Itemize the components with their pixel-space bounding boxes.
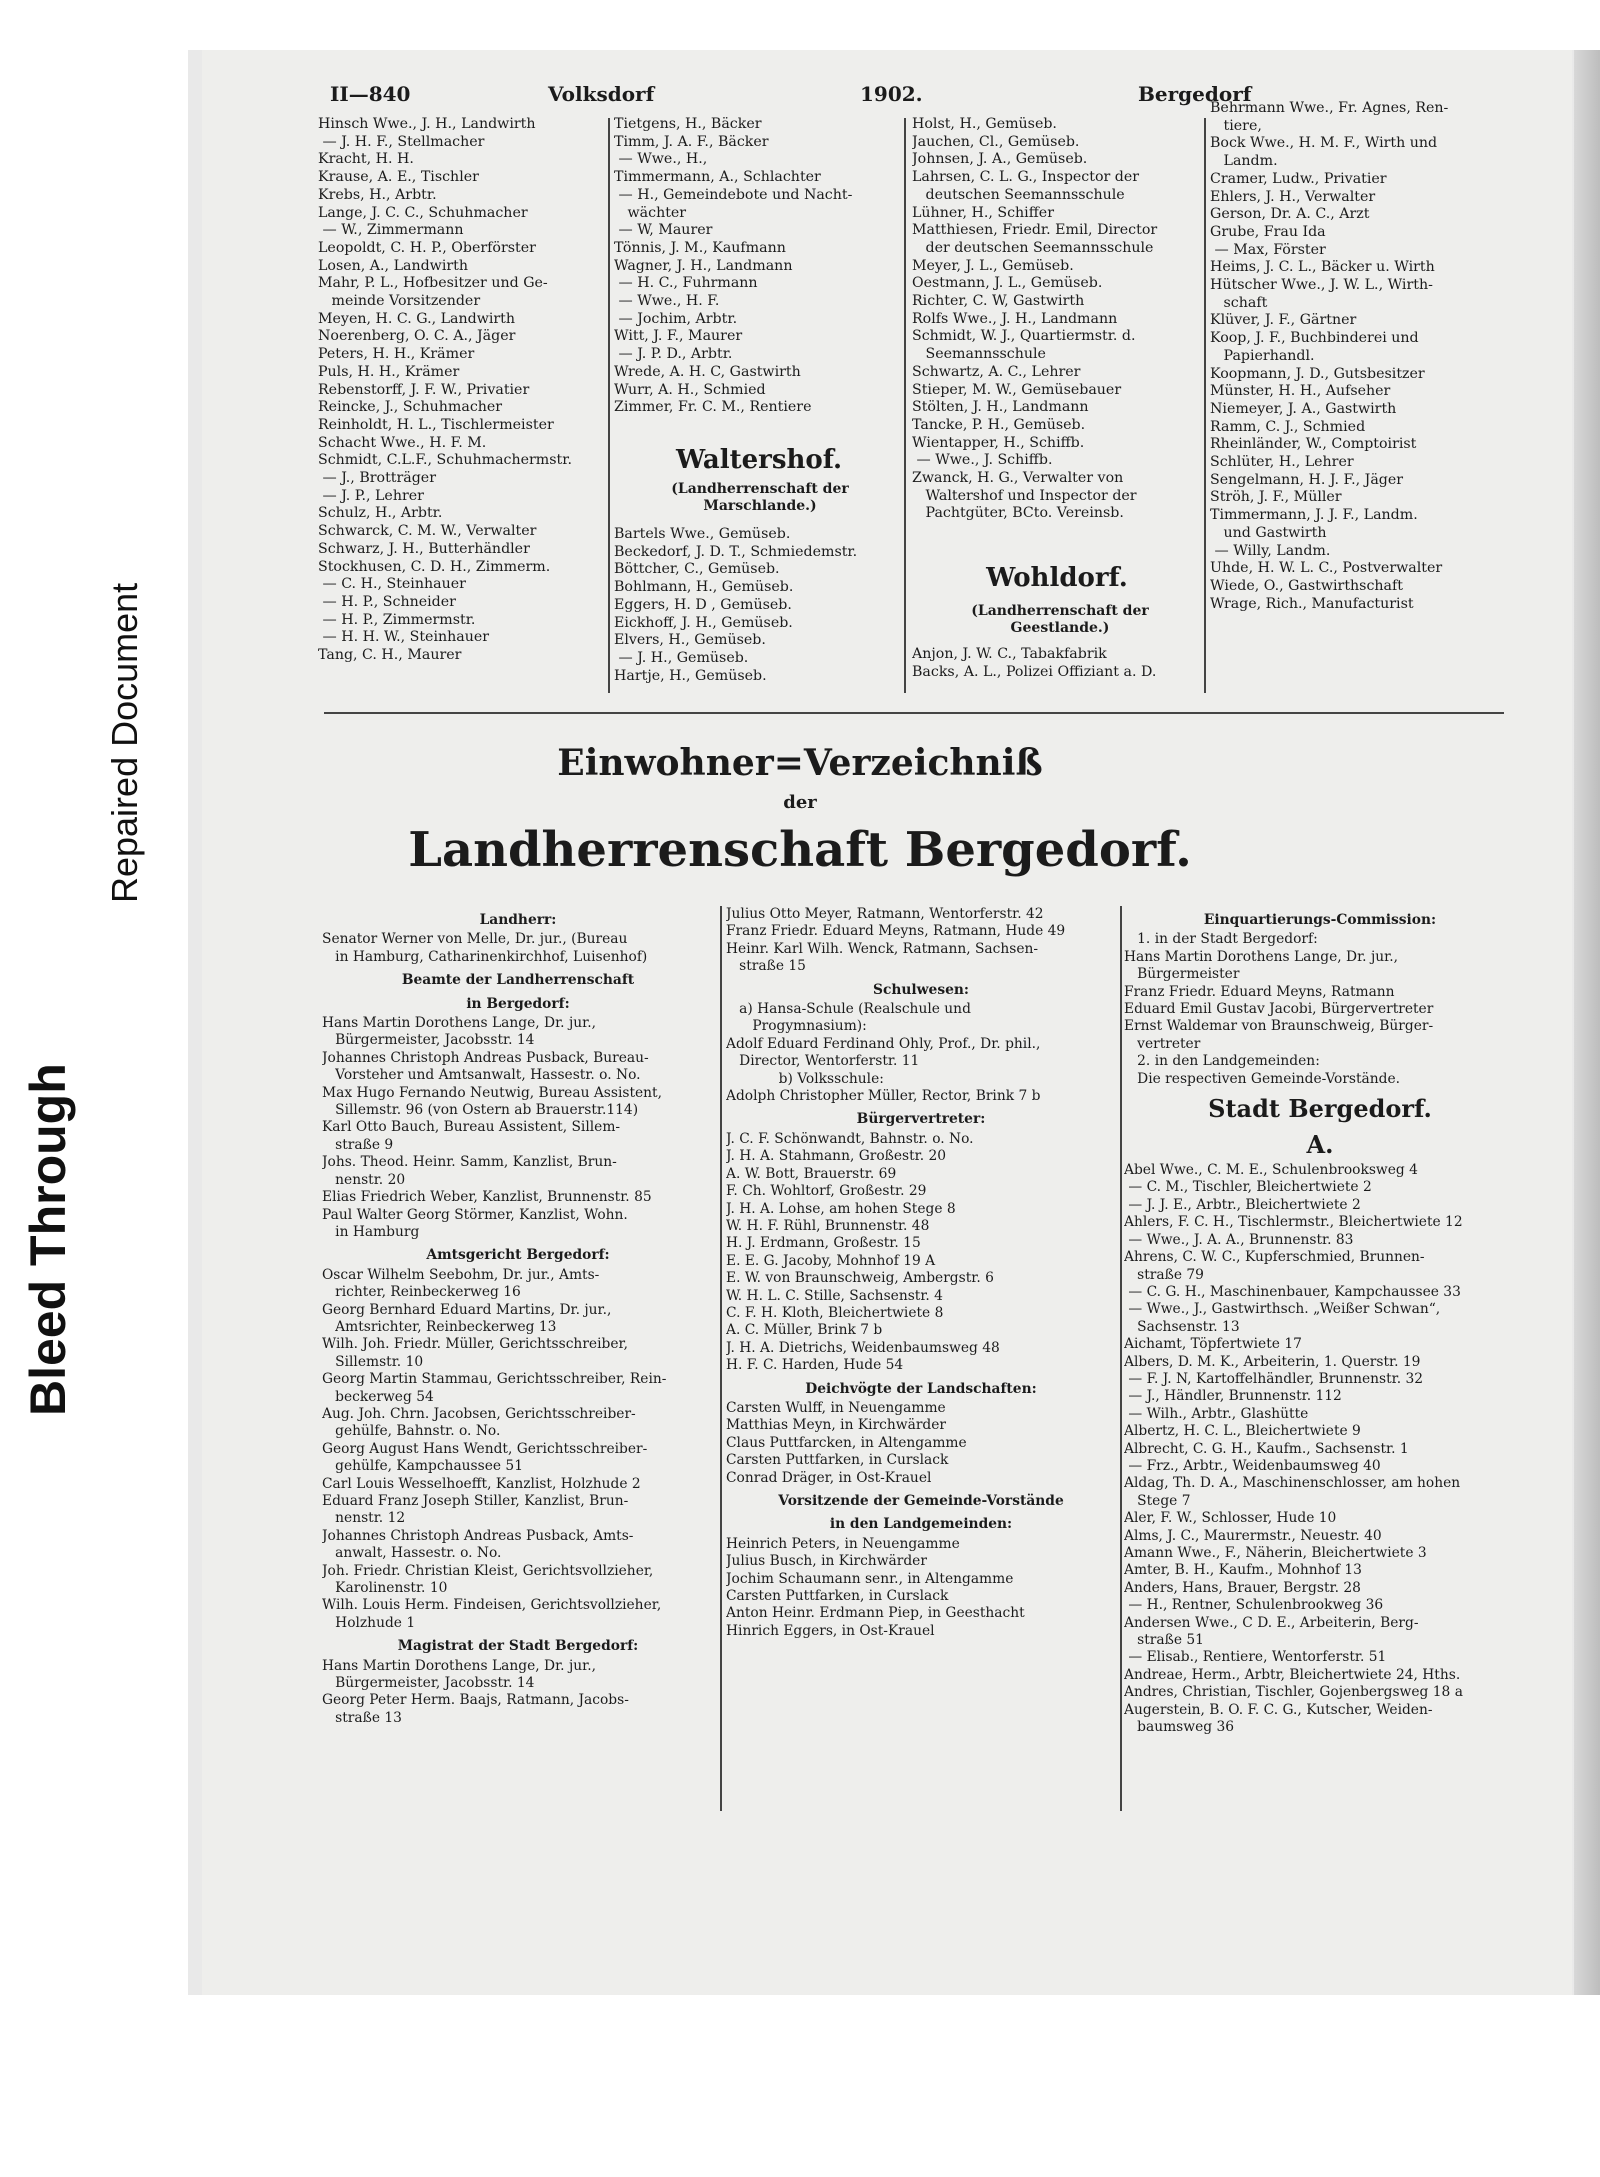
directory-entry: Andres, Christian, Tischler, Gojenbergsweg 18 a bbox=[1124, 1684, 1463, 1701]
directory-entry: — Jochim, Arbtr. bbox=[614, 310, 738, 327]
directory-entry: Meyen, H. C. G., Landwirth bbox=[318, 310, 516, 327]
directory-entry: Kracht, H. H. bbox=[318, 151, 414, 168]
section-heading: Vorsitzende der Gemeinde-Vorstände bbox=[778, 1493, 1064, 1509]
directory-entry: Pachtgüter, BCto. Vereinsb. bbox=[912, 505, 1124, 522]
directory-entry: Klüver, J. F., Gärtner bbox=[1210, 312, 1357, 329]
directory-entry: Wrede, A. H. C, Gastwirth bbox=[614, 363, 801, 380]
directory-entry: Amtsrichter, Reinbeckerweg 13 bbox=[322, 1318, 557, 1335]
directory-entry: Leopoldt, C. H. P., Oberförster bbox=[318, 239, 536, 256]
top-column-4 bbox=[1210, 100, 1500, 680]
directory-entry: Bürgermeister, Jacobsstr. 14 bbox=[322, 1675, 535, 1692]
directory-entry: — J. P. D., Arbtr. bbox=[614, 346, 733, 363]
directory-entry: Uhde, H. W. L. C., Postverwalter bbox=[1210, 560, 1443, 577]
directory-entry: Bohlmann, H., Gemüseb. bbox=[614, 579, 794, 596]
section-heading-large: Stadt Bergedorf. bbox=[1208, 1094, 1432, 1124]
directory-entry: Holzhude 1 bbox=[322, 1614, 416, 1631]
waltershof-subtitle: (Landherrenschaft der Marschlande.) bbox=[671, 481, 849, 514]
directory-entry: Georg Martin Stammau, Gerichtsschreiber, Rein- bbox=[322, 1371, 667, 1388]
directory-entry: vertreter bbox=[1124, 1035, 1201, 1052]
directory-entry: Alms, J. C., Maurermstr., Neuestr. 40 bbox=[1124, 1527, 1382, 1544]
directory-title-der: der bbox=[783, 792, 817, 813]
directory-entry: Hartje, H., Gemüseb. bbox=[614, 667, 767, 684]
directory-entry: Sillemstr. 96 (von Ostern ab Brauerstr.114) bbox=[322, 1102, 639, 1119]
directory-entry: Sachsenstr. 13 bbox=[1124, 1318, 1240, 1335]
directory-entry: Rolfs Wwe., J. H., Landmann bbox=[912, 310, 1118, 327]
section-heading: in den Landgemeinden: bbox=[829, 1516, 1013, 1533]
directory-entry: — C. H., Steinhauer bbox=[318, 576, 466, 593]
directory-entry: anwalt, Hassestr. o. No. bbox=[322, 1545, 502, 1562]
directory-entry: Gerson, Dr. A. C., Arzt bbox=[1210, 206, 1370, 223]
directory-entry: Franz Friedr. Eduard Meyns, Ratmann, Hude 49 bbox=[726, 923, 1066, 940]
directory-entry: Bock Wwe., H. M. F., Wirth und bbox=[1210, 135, 1438, 152]
directory-entry: der deutschen Seemannsschule bbox=[912, 239, 1154, 256]
directory-entry: nenstr. 20 bbox=[322, 1171, 406, 1188]
directory-entry: Cramer, Ludw., Privatier bbox=[1210, 170, 1387, 187]
directory-entry: — H. P., Schneider bbox=[318, 593, 456, 610]
section-heading: Magistrat der Stadt Bergedorf: bbox=[397, 1638, 639, 1655]
directory-entry: Georg Peter Herm. Baajs, Ratmann, Jacobs- bbox=[322, 1692, 629, 1709]
directory-entry: Matthiesen, Friedr. Emil, Director bbox=[912, 222, 1158, 239]
directory-entry: Amann Wwe., F., Näherin, Bleichertwiete 3 bbox=[1124, 1545, 1427, 1561]
directory-entry: Wurr, A. H., Schmied bbox=[614, 381, 766, 398]
directory-entry: Sillemstr. 10 bbox=[322, 1353, 424, 1370]
directory-entry: Albrecht, C. G. H., Kaufm., Sachsenstr. 1 bbox=[1124, 1440, 1409, 1457]
directory-entry: — Wwe., J. A. A., Brunnenstr. 83 bbox=[1124, 1231, 1354, 1248]
directory-entry: Bürgermeister bbox=[1124, 966, 1240, 983]
directory-entry: Waltershof und Inspector der bbox=[912, 487, 1137, 504]
directory-entry: E. W. von Braunschweig, Ambergstr. 6 bbox=[726, 1270, 994, 1287]
directory-entry: Ramm, C. J., Schmied bbox=[1210, 418, 1366, 435]
directory-entry: Wilh. Louis Herm. Findeisen, Gerichtsvollzieher, bbox=[322, 1597, 662, 1614]
directory-entry: Schmidt, C.L.F., Schuhmachermstr. bbox=[318, 452, 572, 469]
directory-entry: Hinrich Eggers, in Ost-Krauel bbox=[726, 1622, 935, 1639]
scan-margin bbox=[0, 50, 188, 1995]
column-divider bbox=[720, 906, 722, 1811]
directory-entry: C. F. H. Kloth, Bleichertwiete 8 bbox=[726, 1304, 944, 1321]
directory-entry: Wagner, J. H., Landmann bbox=[614, 257, 793, 274]
directory-entry: Paul Walter Georg Störmer, Kanzlist, Wohn. bbox=[322, 1206, 628, 1223]
directory-entry: Mahr, P. L., Hofbesitzer und Ge- bbox=[318, 275, 548, 292]
directory-entry: gehülfe, Kampchaussee 51 bbox=[322, 1458, 523, 1475]
directory-entry: Timmermann, J. J. F., Landm. bbox=[1210, 507, 1418, 524]
directory-title-main: Landherrenschaft Bergedorf. bbox=[408, 822, 1192, 878]
directory-entry: straße 13 bbox=[322, 1709, 402, 1726]
directory-entry: beckerweg 54 bbox=[322, 1388, 434, 1405]
directory-entry: Amter, B. H., Kaufm., Mohnhof 13 bbox=[1124, 1562, 1362, 1579]
directory-entry: J. H. A. Stahmann, Großestr. 20 bbox=[726, 1148, 947, 1165]
directory-entry: Eggers, H. D , Gemüseb. bbox=[614, 596, 792, 613]
directory-entry: Augerstein, B. O. F. C. G., Kutscher, Weiden- bbox=[1124, 1701, 1433, 1718]
directory-entry: Elvers, H., Gemüseb. bbox=[614, 632, 766, 649]
directory-entry: Aichamt, Töpfertwiete 17 bbox=[1124, 1336, 1302, 1353]
directory-entry: A. C. Müller, Brink 7 b bbox=[726, 1322, 883, 1339]
directory-entry: Albertz, H. C. L., Bleichertwiete 9 bbox=[1124, 1423, 1361, 1440]
directory-entry: Andersen Wwe., C D. E., Arbeiterin, Berg- bbox=[1124, 1614, 1419, 1631]
directory-entry: Hinsch Wwe., J. H., Landwirth bbox=[318, 116, 536, 132]
directory-entry: Joh. Friedr. Christian Kleist, Gerichtsvollzieher, bbox=[322, 1562, 654, 1579]
directory-entry: Zwanck, H. G., Verwalter von bbox=[912, 470, 1124, 487]
directory-entry: Carsten Puttfarken, in Curslack bbox=[726, 1588, 949, 1605]
directory-entry: richter, Reinbeckerweg 16 bbox=[322, 1284, 521, 1301]
directory-entry: Carsten Wulff, in Neuengamme bbox=[726, 1399, 946, 1416]
directory-entry: Bartels Wwe., Gemüseb. bbox=[614, 526, 791, 542]
right-place-name: Bergedorf bbox=[1138, 82, 1252, 106]
directory-entry: — H. C., Fuhrmann bbox=[614, 275, 758, 292]
directory-entry: Reinholdt, H. L., Tischlermeister bbox=[318, 416, 554, 433]
wohldorf-title: Wohldorf. bbox=[986, 563, 1128, 593]
directory-entry: — J. P., Lehrer bbox=[318, 487, 424, 504]
section-heading: Deichvögte der Landschaften: bbox=[805, 1380, 1037, 1397]
directory-entry: Münster, H. H., Aufseher bbox=[1210, 383, 1391, 400]
directory-entry: H. F. C. Harden, Hude 54 bbox=[726, 1357, 904, 1374]
directory-entry: Schacht Wwe., H. F. M. bbox=[318, 434, 487, 451]
page-fold-shadow bbox=[1574, 50, 1600, 1995]
directory-entry: — Max, Förster bbox=[1210, 241, 1326, 258]
directory-entry: Rheinländer, W., Comptoirist bbox=[1210, 436, 1417, 453]
directory-entry: Anders, Hans, Brauer, Bergstr. 28 bbox=[1124, 1579, 1361, 1596]
directory-entry: tiere, bbox=[1210, 117, 1262, 134]
directory-entry: Tönnis, J. M., Kaufmann bbox=[614, 239, 786, 256]
directory-entry: Ernst Waldemar von Braunschweig, Bürger- bbox=[1124, 1018, 1434, 1035]
directory-entry: Krebs, H., Arbtr. bbox=[318, 186, 437, 203]
section-heading-large: A. bbox=[1306, 1130, 1334, 1160]
directory-entry: — J. H., Gemüseb. bbox=[614, 649, 749, 666]
directory-entry: Hans Martin Dorothens Lange, Dr. jur., bbox=[322, 1657, 596, 1674]
directory-entry: Karl Otto Bauch, Bureau Assistent, Sillem- bbox=[322, 1119, 621, 1136]
directory-entry: Progymnasium): bbox=[726, 1018, 867, 1035]
directory-entry: gehülfe, Bahnstr. o. No. bbox=[322, 1423, 501, 1440]
directory-entry: J. H. A. Lohse, am hohen Stege 8 bbox=[726, 1200, 956, 1217]
directory-entry: — H. P., Zimmermstr. bbox=[318, 611, 476, 628]
directory-entry: Witt, J. F., Maurer bbox=[614, 328, 743, 345]
directory-title: Einwohner=Verzeichniß bbox=[557, 742, 1043, 784]
directory-entry: und Gastwirth bbox=[1210, 524, 1327, 541]
top-column-1 bbox=[318, 116, 603, 676]
page-reference: II—840 bbox=[330, 82, 411, 106]
directory-entry: Anjon, J. W. C., Tabakfabrik bbox=[912, 646, 1107, 662]
directory-entry: — W., Zimmermann bbox=[318, 222, 464, 239]
directory-entry: Adolph Christopher Müller, Rector, Brink 7 b bbox=[726, 1088, 1041, 1105]
directory-entry: Timm, J. A. F., Bäcker bbox=[614, 133, 769, 150]
directory-entry: Landm. bbox=[1210, 153, 1278, 170]
repaired-document-label: Repaired Document bbox=[104, 582, 145, 903]
directory-entry: Johs. Theod. Heinr. Samm, Kanzlist, Brun- bbox=[322, 1154, 617, 1171]
directory-entry: Seemannsschule bbox=[912, 346, 1046, 363]
directory-entry: straße 79 bbox=[1124, 1266, 1204, 1283]
directory-entry: Jauchen, Cl., Gemüseb. bbox=[912, 133, 1080, 150]
directory-entry: Ehlers, J. H., Verwalter bbox=[1210, 188, 1376, 205]
directory-entry: Behrmann Wwe., Fr. Agnes, Ren- bbox=[1210, 100, 1449, 116]
directory-entry: Albers, D. M. K., Arbeiterin, 1. Querstr. 19 bbox=[1124, 1353, 1421, 1370]
directory-entry: Timmermann, A., Schlachter bbox=[614, 169, 821, 186]
directory-entry: Losen, A., Landwirth bbox=[318, 257, 468, 274]
directory-entry: Bürgermeister, Jacobsstr. 14 bbox=[322, 1032, 535, 1049]
waltershof-list bbox=[614, 526, 904, 696]
directory-entry: Schlüter, H., Lehrer bbox=[1210, 454, 1354, 471]
directory-entry: Vorsteher und Amtsanwalt, Hassestr. o. No. bbox=[322, 1067, 641, 1084]
directory-entry: Die respectiven Gemeinde-Vorstände. bbox=[1124, 1070, 1401, 1087]
directory-entry: Johannes Christoph Andreas Pusback, Amts- bbox=[322, 1527, 634, 1544]
directory-entry: — F. J. N, Kartoffelhändler, Brunnenstr. 32 bbox=[1124, 1370, 1424, 1387]
left-place-name: Volksdorf bbox=[548, 82, 655, 106]
directory-entry: 1. in der Stadt Bergedorf: bbox=[1124, 931, 1318, 948]
directory-entry: Richter, C. W, Gastwirth bbox=[912, 293, 1085, 310]
directory-entry: straße 15 bbox=[726, 958, 806, 975]
directory-entry: — C. G. H., Maschinenbauer, Kampchaussee 33 bbox=[1124, 1283, 1461, 1300]
directory-entry: Ströh, J. F., Müller bbox=[1210, 489, 1342, 506]
directory-entry: W. H. F. Rühl, Brunnenstr. 48 bbox=[726, 1217, 930, 1234]
directory-entry: baumsweg 36 bbox=[1124, 1719, 1235, 1736]
directory-entry: J. C. F. Schönwandt, Bahnstr. o. No. bbox=[726, 1130, 974, 1147]
section-heading: Bürgervertreter: bbox=[856, 1111, 986, 1128]
directory-entry: Lühner, H., Schiffer bbox=[912, 204, 1054, 221]
wohldorf-subtitle: (Landherrenschaft der Geestlande.) bbox=[971, 603, 1149, 636]
section-heading: Einquartierungs-Commission: bbox=[1203, 912, 1437, 928]
directory-entry: Franz Friedr. Eduard Meyns, Ratmann bbox=[1124, 983, 1395, 1000]
directory-entry: Carl Louis Wesselhoefft, Kanzlist, Holzhude 2 bbox=[322, 1475, 641, 1492]
directory-entry: Johannes Christoph Andreas Pusback, Bureau- bbox=[322, 1049, 649, 1066]
directory-entry: — Frz., Arbtr., Weidenbaumsweg 40 bbox=[1124, 1457, 1381, 1474]
directory-entry: Zimmer, Fr. C. M., Rentiere bbox=[614, 399, 812, 416]
directory-entry: Senator Werner von Melle, Dr. jur., (Bureau bbox=[322, 931, 628, 948]
directory-entry: Heinr. Karl Wilh. Wenck, Ratmann, Sachsen- bbox=[726, 940, 1039, 957]
directory-entry: Max Hugo Fernando Neutwig, Bureau Assistent, bbox=[322, 1084, 662, 1101]
directory-entry: Heims, J. C. L., Bäcker u. Wirth bbox=[1210, 259, 1435, 276]
directory-entry: Andreae, Herm., Arbtr, Bleichertwiete 24, Hths. bbox=[1124, 1666, 1461, 1683]
directory-entry: Schwarz, J. H., Butterhändler bbox=[318, 540, 530, 557]
directory-entry: Reincke, J., Schuhmacher bbox=[318, 399, 503, 416]
directory-entry: H. J. Erdmann, Großestr. 15 bbox=[726, 1235, 921, 1252]
directory-entry: Böttcher, C., Gemüseb. bbox=[614, 561, 780, 578]
directory-entry: Backs, A. L., Polizei Offiziant a. D. bbox=[912, 663, 1157, 680]
section-heading: Beamte der Landherrenschaft bbox=[401, 972, 635, 989]
directory-entry: Wientapper, H., Schiffb. bbox=[912, 434, 1085, 451]
directory-entry: Aug. Joh. Chrn. Jacobsen, Gerichtsschreiber- bbox=[322, 1405, 636, 1422]
directory-entry: Carsten Puttfarken, in Curslack bbox=[726, 1452, 949, 1469]
directory-entry: — Wwe., J. Schiffb. bbox=[912, 452, 1053, 469]
section-heading: Amtsgericht Bergedorf: bbox=[426, 1247, 610, 1264]
directory-entry: Eickhoff, J. H., Gemüseb. bbox=[614, 614, 793, 631]
directory-entry: Oestmann, J. L., Gemüseb. bbox=[912, 275, 1103, 292]
section-heading: in Bergedorf: bbox=[466, 995, 570, 1012]
directory-entry: Sengelmann, H. J. F., Jäger bbox=[1210, 471, 1404, 488]
bottom-column-1 bbox=[322, 906, 714, 1866]
directory-entry: Koopmann, J. D., Gutsbesitzer bbox=[1210, 365, 1425, 382]
section-rule bbox=[324, 712, 1504, 714]
column-divider bbox=[904, 118, 906, 693]
directory-entry: Tancke, P. H., Gemüseb. bbox=[912, 416, 1086, 433]
directory-entry: Peters, H. H., Krämer bbox=[318, 346, 475, 363]
section-heading: Schulwesen: bbox=[873, 981, 969, 998]
directory-entry: Schwarck, C. M. W., Verwalter bbox=[318, 523, 537, 540]
directory-entry: Director, Wentorferstr. 11 bbox=[726, 1053, 920, 1070]
directory-entry: Heinrich Peters, in Neuengamme bbox=[726, 1535, 960, 1552]
directory-entry: Ahrens, C. W. C., Kupferschmied, Brunnen- bbox=[1124, 1249, 1425, 1266]
bottom-column-2 bbox=[726, 906, 1116, 1826]
directory-entry: Rebenstorff, J. F. W., Privatier bbox=[318, 381, 530, 398]
directory-entry: Krause, A. E., Tischler bbox=[318, 169, 479, 186]
directory-entry: Adolf Eduard Ferdinand Ohly, Prof., Dr. phil., bbox=[726, 1035, 1041, 1052]
directory-entry: Meyer, J. L., Gemüseb. bbox=[912, 257, 1074, 274]
directory-entry: deutschen Seemannsschule bbox=[912, 186, 1125, 203]
directory-entry: — H., Rentner, Schulenbrookweg 36 bbox=[1124, 1597, 1384, 1614]
directory-entry: — Elisab., Rentiere, Wentorferstr. 51 bbox=[1124, 1649, 1387, 1666]
directory-entry: Aler, F. W., Schlosser, Hude 10 bbox=[1124, 1510, 1337, 1527]
directory-entry: Abel Wwe., C. M. E., Schulenbrooksweg 4 bbox=[1124, 1162, 1418, 1179]
directory-entry: Anton Heinr. Erdmann Piep, in Geesthacht bbox=[726, 1605, 1025, 1622]
directory-entry: in Hamburg bbox=[322, 1223, 420, 1240]
directory-entry: Wiede, O., Gastwirthschaft bbox=[1210, 577, 1403, 594]
directory-entry: Johnsen, J. A., Gemüseb. bbox=[912, 151, 1088, 168]
directory-entry: — J. H. F., Stellmacher bbox=[318, 133, 485, 150]
directory-entry: Conrad Dräger, in Ost-Krauel bbox=[726, 1469, 932, 1486]
waltershof-title: Waltershof. bbox=[675, 445, 843, 475]
directory-entry: — Wwe., H. F. bbox=[614, 293, 720, 310]
directory-entry: — H., Gemeindebote und Nacht- bbox=[614, 186, 853, 203]
directory-entry: — J., Händler, Brunnenstr. 112 bbox=[1124, 1388, 1342, 1405]
directory-entry: — J., Brotträger bbox=[318, 470, 436, 487]
bottom-column-3 bbox=[1124, 906, 1516, 1866]
directory-entry: Julius Busch, in Kirchwärder bbox=[726, 1553, 927, 1570]
directory-entry: Grube, Frau Ida bbox=[1210, 223, 1326, 240]
directory-entry: meinde Vorsitzender bbox=[318, 293, 481, 310]
directory-entry: Holst, H., Gemüseb. bbox=[912, 116, 1057, 132]
directory-entry: — J. J. E., Arbtr., Bleichertwiete 2 bbox=[1124, 1196, 1361, 1213]
directory-entry: Tang, C. H., Maurer bbox=[318, 647, 462, 664]
directory-entry: J. H. A. Dietrichs, Weidenbaumsweg 48 bbox=[726, 1339, 1000, 1356]
directory-entry: Elias Friedrich Weber, Kanzlist, Brunnenstr. 85 bbox=[322, 1189, 652, 1206]
directory-entry: Noerenberg, O. C. A., Jäger bbox=[318, 328, 516, 345]
top-column-2 bbox=[614, 116, 904, 426]
directory-entry: — Wwe., H., bbox=[614, 151, 708, 168]
directory-entry: Schwartz, A. C., Lehrer bbox=[912, 363, 1081, 380]
section-heading: Landherr: bbox=[479, 912, 557, 928]
column-divider bbox=[1204, 118, 1206, 693]
directory-entry: Papierhandl. bbox=[1210, 347, 1315, 364]
directory-entry: Aldag, Th. D. A., Maschinenschlosser, am hohen bbox=[1124, 1475, 1461, 1492]
directory-entry: in Hamburg, Catharinenkirchhof, Luisenhof) bbox=[322, 948, 648, 965]
directory-entry: straße 9 bbox=[322, 1136, 394, 1153]
directory-entry: Schulz, H., Arbtr. bbox=[318, 505, 443, 522]
directory-entry: Ahlers, F. C. H., Tischlermstr., Bleichertwiete 12 bbox=[1124, 1214, 1463, 1231]
directory-entry: — Wilh., Arbtr., Glashütte bbox=[1124, 1405, 1309, 1422]
directory-entry: A. W. Bott, Brauerstr. 69 bbox=[726, 1165, 897, 1182]
directory-entry: schaft bbox=[1210, 294, 1268, 311]
directory-entry: Matthias Meyn, in Kirchwärder bbox=[726, 1417, 947, 1434]
directory-entry: straße 51 bbox=[1124, 1632, 1204, 1649]
directory-entry: Georg August Hans Wendt, Gerichtsschreiber- bbox=[322, 1440, 648, 1457]
directory-entry: Wrage, Rich., Manufacturist bbox=[1210, 595, 1414, 612]
directory-entry: E. E. G. Jacoby, Mohnhof 19 A bbox=[726, 1252, 936, 1269]
directory-entry: Wilh. Joh. Friedr. Müller, Gerichtsschreiber, bbox=[322, 1336, 628, 1353]
directory-entry: F. Ch. Wohltorf, Großestr. 29 bbox=[726, 1183, 927, 1200]
directory-entry: Georg Bernhard Eduard Martins, Dr. jur., bbox=[322, 1301, 612, 1318]
directory-entry: Hans Martin Dorothens Lange, Dr. jur., bbox=[1124, 948, 1398, 965]
directory-entry: Lange, J. C. C., Schuhmacher bbox=[318, 204, 528, 221]
directory-entry: Eduard Emil Gustav Jacobi, Bürgervertreter bbox=[1124, 1001, 1434, 1018]
directory-entry: Stieper, M. W., Gemüsebauer bbox=[912, 381, 1122, 398]
wohldorf-list bbox=[912, 646, 1204, 696]
directory-entry: — H. H. W., Steinhauer bbox=[318, 629, 490, 646]
directory-entry: a) Hansa-Schule (Realschule und bbox=[726, 1001, 971, 1018]
directory-entry: — Willy, Landm. bbox=[1210, 542, 1331, 559]
directory-entry: 2. in den Landgemeinden: bbox=[1124, 1053, 1320, 1070]
directory-entry: wächter bbox=[614, 204, 687, 221]
directory-entry: Tietgens, H., Bäcker bbox=[614, 116, 762, 132]
directory-entry: nenstr. 12 bbox=[322, 1510, 406, 1527]
bleed-through-label: Bleed Through bbox=[20, 1063, 76, 1416]
year: 1902. bbox=[860, 82, 923, 106]
directory-entry: — W, Maurer bbox=[614, 222, 713, 239]
directory-entry: — C. M., Tischler, Bleichertwiete 2 bbox=[1124, 1179, 1372, 1196]
directory-entry: Claus Puttfarcken, in Altengamme bbox=[726, 1434, 967, 1451]
directory-entry: Hütscher Wwe., J. W. L., Wirth- bbox=[1210, 277, 1433, 294]
directory-entry: Lahrsen, C. L. G., Inspector der bbox=[912, 169, 1140, 186]
top-column-3 bbox=[912, 116, 1202, 536]
directory-entry: Beckedorf, J. D. T., Schmiedemstr. bbox=[614, 543, 858, 560]
directory-entry: — Wwe., J., Gastwirthsch. „Weißer Schwan“, bbox=[1124, 1301, 1441, 1318]
directory-entry: W. H. L. C. Stille, Sachsenstr. 4 bbox=[726, 1287, 943, 1304]
directory-entry: Stölten, J. H., Landmann bbox=[912, 399, 1089, 416]
directory-entry: b) Volksschule: bbox=[726, 1070, 884, 1087]
column-divider bbox=[1120, 906, 1122, 1811]
directory-entry: Koop, J. F., Buchbinderei und bbox=[1210, 330, 1419, 347]
directory-entry: Karolinenstr. 10 bbox=[322, 1580, 448, 1597]
directory-entry: Stege 7 bbox=[1124, 1492, 1191, 1509]
directory-entry: Hans Martin Dorothens Lange, Dr. jur., bbox=[322, 1015, 596, 1032]
directory-entry: Stockhusen, C. D. H., Zimmerm. bbox=[318, 558, 551, 575]
directory-entry: Eduard Franz Joseph Stiller, Kanzlist, Brun- bbox=[322, 1493, 629, 1509]
directory-entry: Niemeyer, J. A., Gastwirth bbox=[1210, 400, 1397, 417]
directory-entry: Julius Otto Meyer, Ratmann, Wentorferstr. 42 bbox=[726, 906, 1044, 922]
directory-entry: Puls, H. H., Krämer bbox=[318, 363, 460, 380]
directory-entry: Oscar Wilhelm Seebohm, Dr. jur., Amts- bbox=[322, 1266, 600, 1283]
directory-entry: Jochim Schaumann senr., in Altengamme bbox=[726, 1570, 1014, 1587]
column-divider bbox=[608, 118, 610, 693]
scan-bottom-margin bbox=[0, 1995, 1600, 2177]
directory-entry: Schmidt, W. J., Quartiermstr. d. bbox=[912, 328, 1136, 345]
